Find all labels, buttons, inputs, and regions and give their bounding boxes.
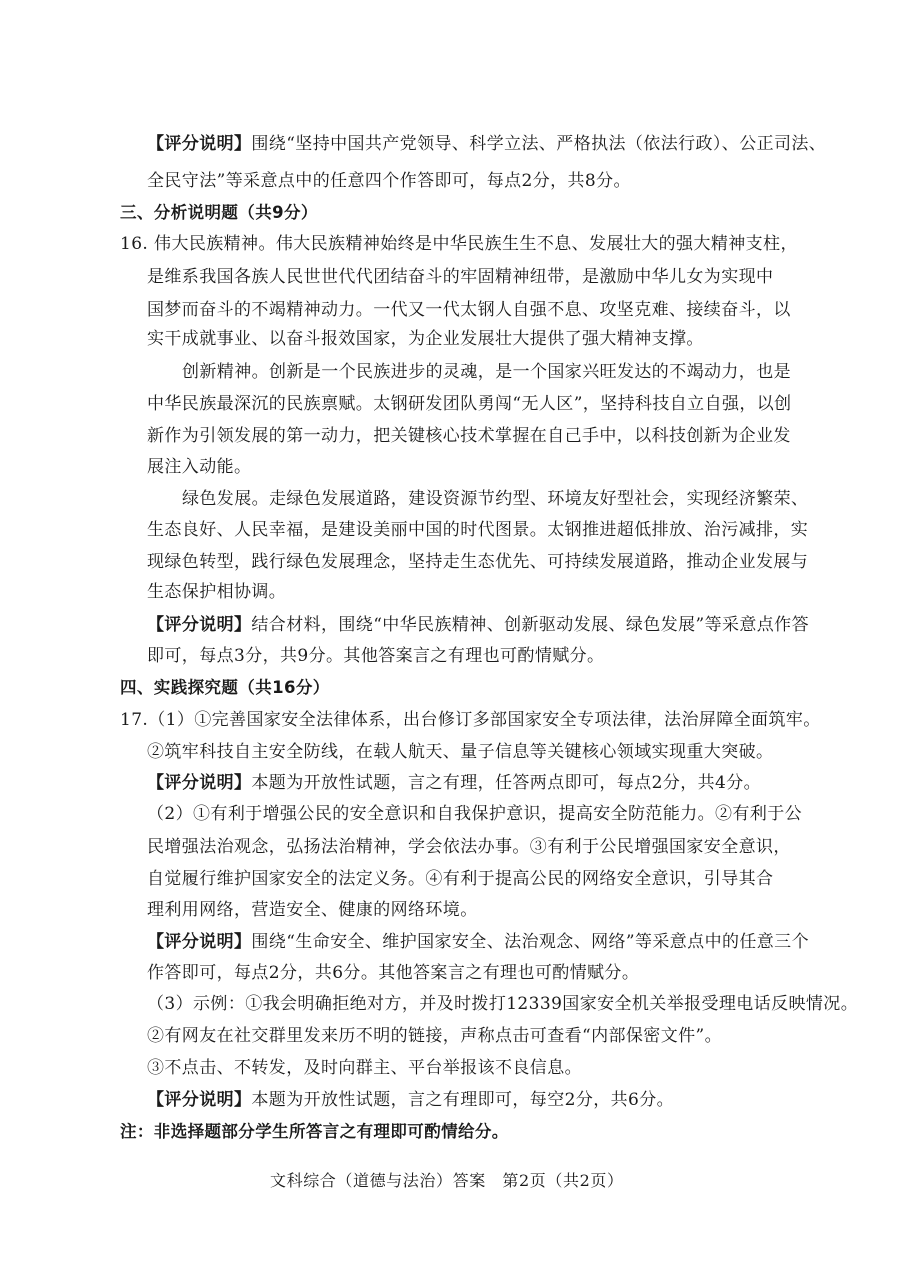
text-line: 现绿色转型，践行绿色发展理念，坚持走生态优先、可持续发展道路，推动企业发展与 <box>147 552 809 572</box>
text-line: 作答即可，每点2分，共6分。其他答案言之有理也可酌情赋分。 <box>147 963 640 983</box>
text-line: ②筑牢科技自主安全防线，在载人航天、量子信息等关键核心领域实现重大突破。 <box>147 742 774 762</box>
text-line: 生态良好、人民幸福，是建设美丽中国的时代图景。太钢推进超低排放、治污减排，实 <box>147 520 809 540</box>
scoring-note <box>147 772 761 794</box>
text-line: 自觉履行维护国家安全的法定义务。④有利于提高公民的网络安全意识，引导其合 <box>147 869 774 889</box>
question-16-line: 16. 伟大民族精神。伟大民族精神始终是中华民族生生不息、发展壮大的强大精神支柱， <box>120 234 798 254</box>
scoring-note-tag: 【评分说明】 <box>147 773 252 793</box>
text-line: 即可，每点3分，共9分。其他答案言之有理也可酌情赋分。 <box>147 646 605 666</box>
text-line: 实干成就事业、以奋斗报效国家，为企业发展壮大提供了强大精神支撑。 <box>147 329 704 349</box>
text-line: 全民守法”等采意点中的任意四个作答即可，每点2分，共8分。 <box>147 171 631 191</box>
question-17-line: 17.（1）①完善国家安全法律体系，出台修订多部国家安全专项法律，法治屏障全面筑牢。 <box>120 710 821 730</box>
text-line: 理利用网络，营造安全、健康的网络环境。 <box>147 900 478 920</box>
text-line: 新作为引领发展的第一动力，把关键核心技术掌握在自己手中，以科技创新为企业发 <box>147 426 791 446</box>
note-line: 注：非选择题部分学生所答言之有理即可酌情给分。 <box>120 1122 509 1141</box>
text-line: 中华民族最深沉的民族禀赋。太钢研发团队勇闯“无人区”，坚持科技自立自强，以创 <box>147 394 792 414</box>
text-line: 是维系我国各族人民世世代代团结奋斗的牢固精神纽带，是激励中华儿女为实现中 <box>147 267 774 287</box>
scoring-note-text: 结合材料，围绕“中华民族精神、创新驱动发展、绿色发展”等采意点作答 <box>251 615 809 635</box>
scoring-note <box>147 931 809 953</box>
scoring-note-tag: 【评分说明】 <box>147 134 252 154</box>
text-line: 展注入动能。 <box>147 457 252 477</box>
scoring-note-text: 本题为开放性试题，言之有理即可，每空2分，共6分。 <box>251 1090 675 1110</box>
paragraph-start: 创新精神。创新是一个民族进步的灵魂，是一个国家兴旺发达的不竭动力，也是 <box>182 362 791 382</box>
text-line: ③不点击、不转发，及时向群主、平台举报该不良信息。 <box>147 1058 582 1078</box>
text-line: 国梦而奋斗的不竭精神动力。一代又一代太钢人自强不息、攻坚克难、接续奋斗，以 <box>147 300 791 320</box>
scoring-note <box>147 1089 674 1111</box>
page-footer: 文科综合（道德与法治）答案 第2页（共2页） <box>270 1171 624 1190</box>
section-heading: 四、实践探究题（共16分） <box>120 678 330 697</box>
paragraph-start: 绿色发展。走绿色发展道路，建设资源节约型、环境友好型社会，实现经济繁荣、 <box>182 489 809 509</box>
scoring-note <box>147 133 826 155</box>
scoring-note-tag: 【评分说明】 <box>147 932 252 952</box>
text-line: 民增强法治观念，弘扬法治精神，学会依法办事。③有利于公民增强国家安全意识， <box>147 837 791 857</box>
scoring-note-text: 本题为开放性试题，言之有理，任答两点即可，每点2分，共4分。 <box>251 773 762 793</box>
text-line: （3）示例：①我会明确拒绝对方，并及时拨打12339国家安全机关举报受理电话反映情况。 <box>147 994 859 1014</box>
scoring-note <box>147 614 809 636</box>
section-heading: 三、分析说明题（共9分） <box>120 203 318 222</box>
text-line: （2）①有利于增强公民的安全意识和自我保护意识，提高安全防范能力。②有利于公 <box>147 804 803 824</box>
scoring-note-tag: 【评分说明】 <box>147 1090 252 1110</box>
text-line: 生态保护相协调。 <box>147 582 287 602</box>
scoring-note-text: 围绕“生命安全、维护国家安全、法治观念、网络”等采意点中的任意三个 <box>251 932 809 952</box>
text-line: ②有网友在社交群里发来历不明的链接，声称点击可查看“内部保密文件”。 <box>147 1026 722 1046</box>
scoring-note-tag: 【评分说明】 <box>147 615 252 635</box>
scoring-note-text: 围绕“坚持中国共产党领导、科学立法、严格执法（依法行政）、公正司法、 <box>251 134 827 154</box>
